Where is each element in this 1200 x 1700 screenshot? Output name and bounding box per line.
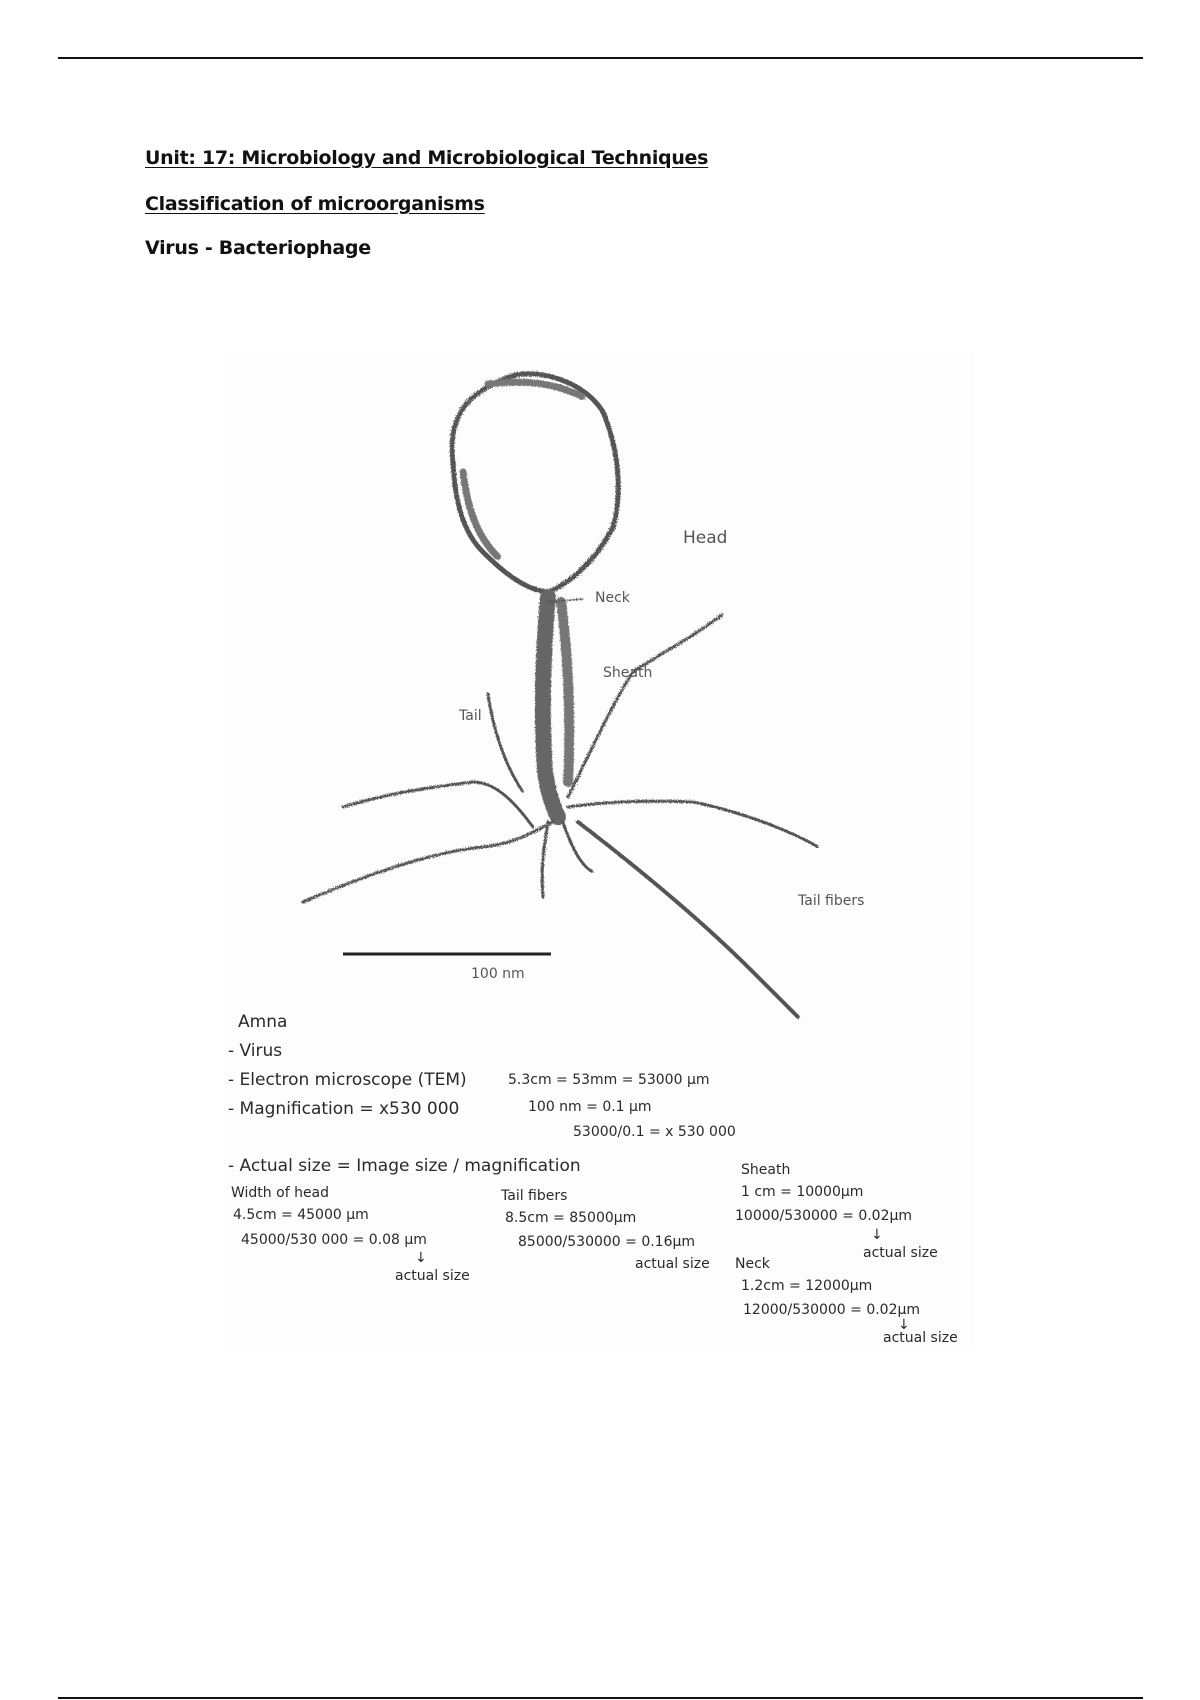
section-title: Classification of microorganisms	[145, 193, 485, 215]
note-calc-1: 5.3cm = 53mm = 53000 μm	[508, 1072, 710, 1088]
note-head-title: Width of head	[231, 1185, 330, 1201]
note-sheath-1: 1 cm = 10000μm	[741, 1184, 864, 1200]
note-fibers-title: Tail fibers	[501, 1188, 568, 1204]
note-microscope: - Electron microscope (TEM)	[228, 1070, 467, 1090]
note-type: - Virus	[228, 1041, 283, 1061]
phage-head	[452, 374, 618, 592]
note-sheath-arrow: ↓	[871, 1227, 883, 1243]
note-calc-3: 53000/0.1 = x 530 000	[573, 1124, 736, 1140]
note-head-2: 45000/530 000 = 0.08 μm	[241, 1232, 427, 1248]
subtitle: Virus - Bacteriophage	[145, 237, 371, 259]
bacteriophage-sketch	[223, 352, 975, 1350]
label-tail: Tail	[459, 708, 482, 724]
note-sheath-3: actual size	[863, 1245, 938, 1261]
note-head-arrow: ↓	[415, 1250, 427, 1266]
label-head: Head	[683, 528, 728, 548]
header-rule	[58, 57, 1143, 59]
label-tail-fibers: Tail fibers	[798, 893, 865, 909]
label-sheath: Sheath	[603, 665, 653, 681]
note-magnification: - Magnification = x530 000	[228, 1099, 460, 1119]
tail-fiber-right	[568, 801, 818, 847]
note-name: Amna	[238, 1012, 288, 1032]
note-neck-1: 1.2cm = 12000μm	[741, 1278, 873, 1294]
note-neck-arrow: ↓	[898, 1317, 910, 1333]
note-sheath-title: Sheath	[741, 1162, 791, 1178]
label-neck: Neck	[595, 590, 630, 606]
phage-sheath	[543, 597, 558, 817]
bacteriophage-drawing	[223, 352, 975, 1350]
unit-title: Unit: 17: Microbiology and Microbiological Techniques	[145, 147, 709, 169]
note-head-1: 4.5cm = 45000 μm	[233, 1207, 369, 1223]
note-head-3: actual size	[395, 1268, 470, 1284]
note-fibers-1: 8.5cm = 85000μm	[505, 1210, 637, 1226]
note-neck-3: actual size	[883, 1330, 958, 1346]
note-neck-2: 12000/530000 = 0.02μm	[743, 1302, 921, 1318]
label-scale-bar: 100 nm	[471, 966, 525, 982]
note-sheath-2: 10000/530000 = 0.02μm	[735, 1208, 913, 1224]
note-calc-2: 100 nm = 0.1 μm	[528, 1099, 652, 1115]
note-formula: - Actual size = Image size / magnification	[228, 1156, 581, 1176]
footer-rule	[58, 1697, 1143, 1699]
note-fibers-3: actual size	[635, 1256, 710, 1272]
note-neck-title: Neck	[735, 1256, 770, 1272]
note-fibers-2: 85000/530000 = 0.16μm	[518, 1234, 696, 1250]
tail-fiber-left	[343, 782, 533, 827]
